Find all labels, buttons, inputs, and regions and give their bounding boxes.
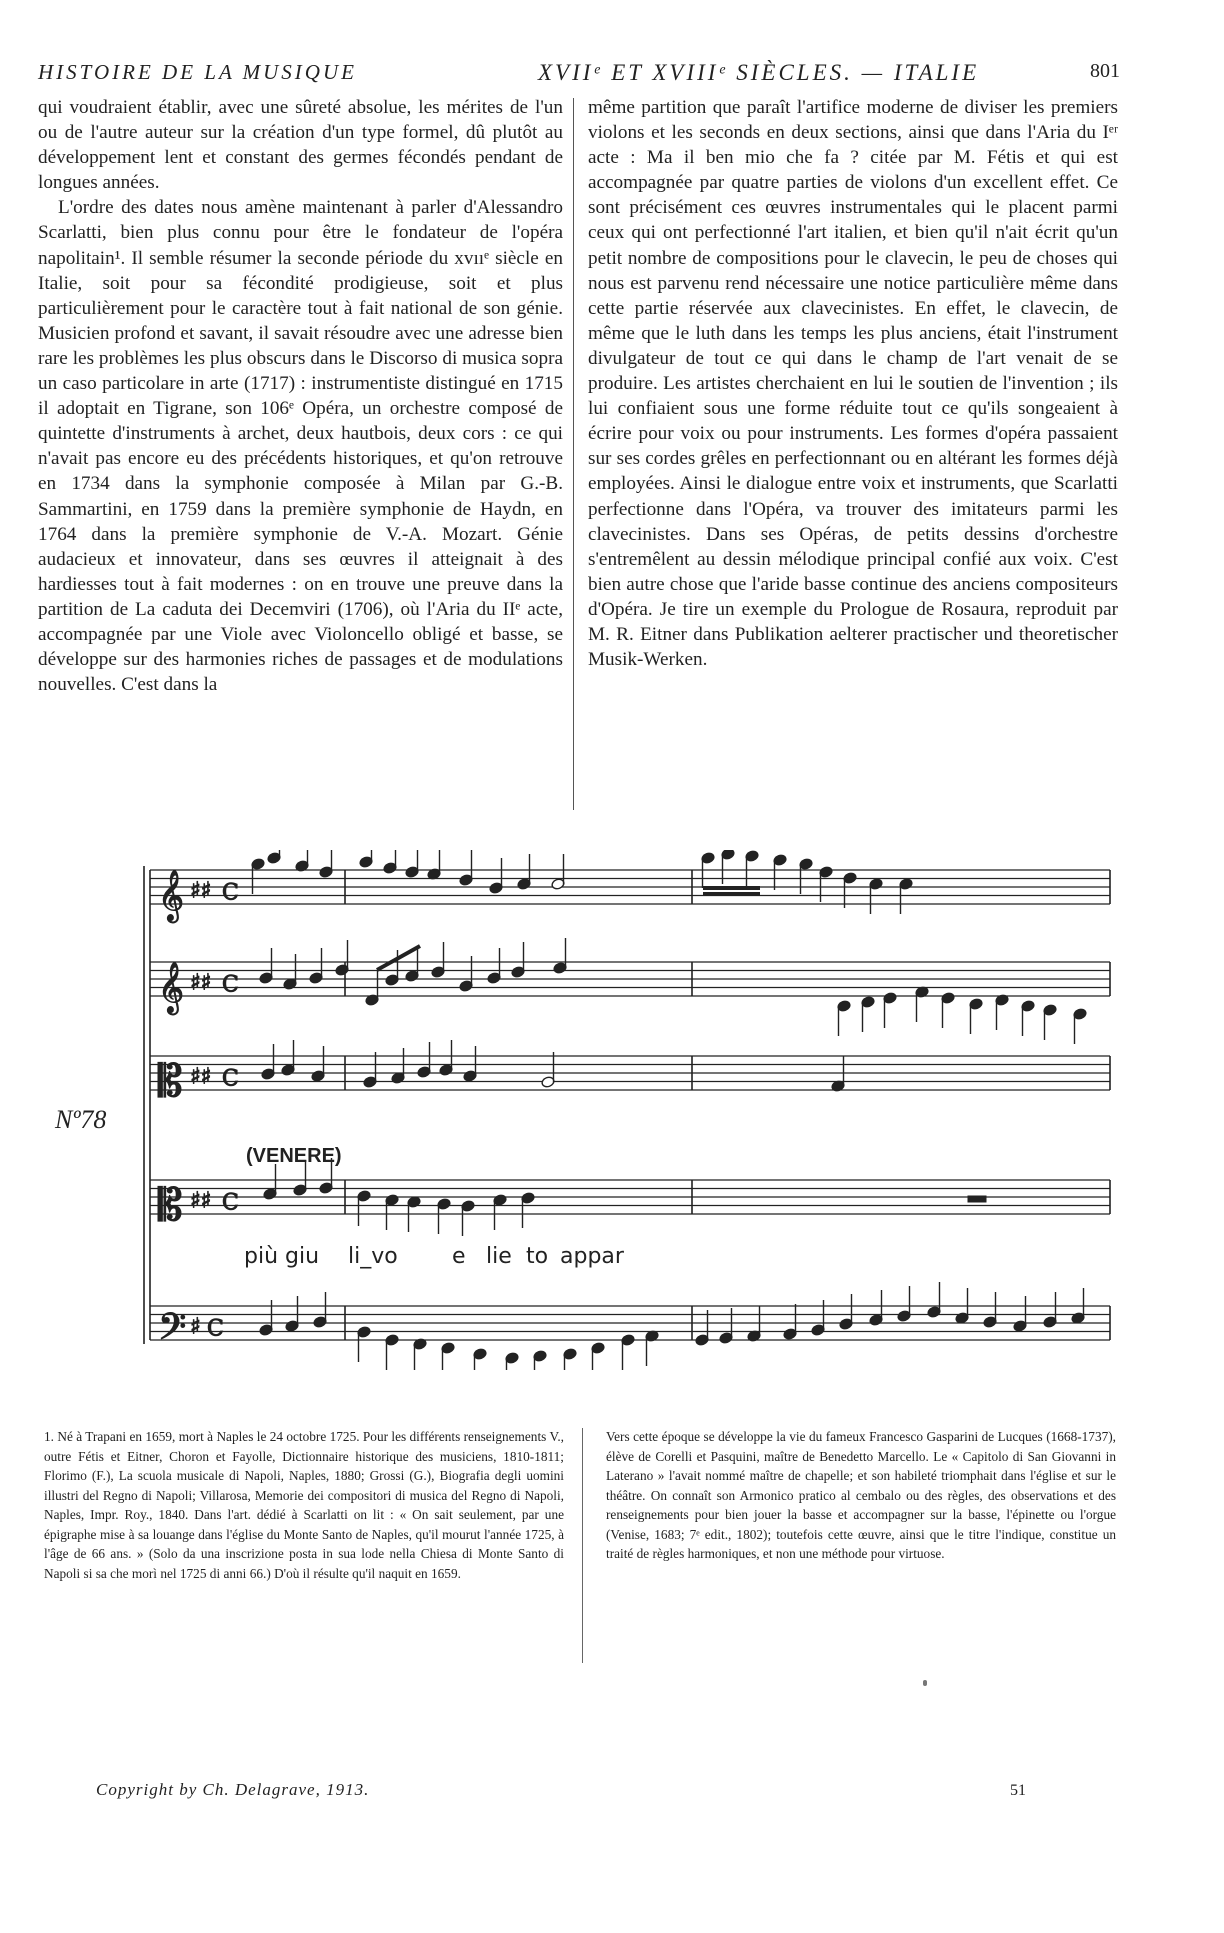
ink-speck <box>923 1680 927 1686</box>
key-signature: ♯♯ <box>190 970 212 996</box>
copyright-line: Copyright by Ch. Delagrave, 1913. <box>96 1780 370 1799</box>
header-title: HISTOIRE DE LA MUSIQUE <box>38 60 357 84</box>
lyric-syllable: più giu <box>244 1244 320 1269</box>
key-signature: ♯♯ <box>190 878 212 904</box>
lyric-syllable: appar <box>560 1244 624 1269</box>
footnote-text: 1. Né à Trapani en 1659, mort à Naples le 24 octobre 1725. Pour les différents renseignements V., outre Fétis et Eitner, Choron et Fayolle, Dictionnaire historique des musiciens, 1810-1811; Florimo (F.), La scuola musicale di Napoli, Naples, 1880; Grossi (G.), Biografia degli uomini illustri del Regno di Napoli; Villarosa, Memorie dei compositori di musica del Regno di Napoli, Naples, Impr. Roy., 1840. Dans l'art. dédié à Scarlatti on lit : « On sait seulement, par une épigraphe mise à sa louange dans l'église du Monte Santo de Naples, qu'il mourut l'année 1725, à l'âge de 66 ans. » (Solo da una inscrizione posta in sua lode nella Chiesa di Monte Santo di Napoli si sa che morì nel 1725 di anni 66.) D'où il résulte qu'il naquit en 1659. <box>44 1429 564 1581</box>
footnote-right <box>606 1427 1116 1564</box>
key-signature: ♯♯ <box>190 1188 212 1214</box>
header-section: XVIIᵉ ET XVIIIᵉ SIÈCLES. — ITALIE <box>538 60 980 85</box>
lyric-syllable: li_vo <box>348 1244 398 1269</box>
lyric-syllable: e <box>452 1244 466 1269</box>
key-signature: ♯ <box>190 1314 201 1340</box>
time-signature: C <box>222 1066 239 1092</box>
time-signature: C <box>222 1190 239 1216</box>
text-column-right <box>588 95 1118 672</box>
clef-icon: 𝄡 <box>158 1180 183 1231</box>
page-number: 801 <box>1090 60 1120 82</box>
signature-number: 51 <box>1010 1782 1026 1799</box>
time-signature: C <box>207 1316 224 1342</box>
lyric-syllable: lie <box>486 1244 512 1269</box>
beam <box>377 946 420 970</box>
footnote-divider <box>582 1428 583 1663</box>
footnote-left <box>44 1427 564 1583</box>
example-number: Nº78 <box>55 1105 107 1134</box>
character-label: (VENERE) <box>246 1145 342 1167</box>
score-svg <box>0 850 1224 1370</box>
time-signature: C <box>222 880 239 906</box>
lyric-syllable: to <box>526 1244 549 1269</box>
paragraph: même partition que paraît l'artifice moderne de diviser les premiers violons et les seconds en deux sections, ainsi que dans l'Aria du Iᵉʳ acte : Ma il ben mio che fa ? citée par M. Fétis et qui est accompagnée par quatre parties de violons d'un excellent effet. Ce sont précisément ces œuvres instrumentales qui le placent parmi ceux qui ont perfectionné l'art italien, et bien qu'il n'ait écrit qu'un petit nombre de compositions pour le clavecin, le peu de choses qui nous est parvenu rend nécessaire une notice particulière même dans cette partie réservée aux clavecinistes. En effet, le clavecin, de même que le luth dans les temps les plus anciens, était l'instrument divulgateur de tout ce qui dans le champ de l'art venait de se produire. Les artistes cherchaient en lui le soutien de l'invention ; ils lui confiaient sous une forme réduite tout ce qu'ils songeaient à écrire pour voix ou pour instruments. Les formes d'opéra passaient sur ses cordes grêles en perfectionnant ou en altérant les formes déjà employées. Ainsi le dialogue entre voix et instruments, que Scarlatti perfectionne dans l'Opéra, va trouver des imitateurs parmi les clavecinistes. Dans ses Opéras, de petits dessins d'orchestre s'entremêlent au dessin mélodique principal confié aux voix. C'est bien autre chose que l'aride basse continue des anciens compositeurs d'Opéra. Je tire un exemple du Prologue de Rosaura, reproduit par M. R. Eitner dans Publikation aelterer practischer und theoretischer Musik-Werken. <box>588 97 1118 671</box>
paragraph: L'ordre des dates nous amène maintenant à parler d'Alessandro Scarlatti, bien plus connu pour être le fondateur de l'opéra napolitain¹. Il semble résumer la seconde période du xvııᵉ siècle en Italie, soit pour sa fécondité prodigieuse, soit et plus particulièrement pour le caractère tout à fait national de son génie. Musicien profond et savant, il savait résoudre avec une adresse bien rare les problèmes les plus obscurs dans le Discorso di musica sopra un caso particolare in arte (1717) : instrumentiste distingué en 1715 il adoptait en Tigrane, son 106ᵉ Opéra, un orchestre composé de quintette d'instruments à archet, deux hautbois, deux cors : ce qui n'avait pas encore eu des précédents historiques, et qu'on retrouve en 1734 dans la symphonie composée à Milan par G.-B. Sammartini, en 1759 dans la première symphonie de Haydn, en 1764 dans la première symphonie de V.-A. Mozart. Génie audacieux et innovateur, dans ses œuvres il atteignait à des hardiesses tout à fait modernes : on en trouve une preuve dans la partition de La caduta dei Decemviri (1706), où l'Aria du IIᵉ acte, accompagnée par une Viole avec Violoncello obligé et basse, se développe sur des harmonies riches de passages et de modulations nouvelles. C'est dans la <box>38 197 563 696</box>
whole-rest <box>968 1196 986 1202</box>
time-signature: C <box>222 972 239 998</box>
music-example <box>0 850 1224 1370</box>
clef-icon: 𝄢 <box>158 1306 187 1357</box>
key-signature: ♯♯ <box>190 1064 212 1090</box>
text-column-left <box>38 95 563 697</box>
running-header <box>38 60 1120 88</box>
paragraph: qui voudraient établir, avec une sûreté absolue, les mérites de l'un ou de l'autre auteur sur la création d'un type formel, dû plutôt au développement lent et constant des germes fécondés pendant de longues années. <box>38 97 563 194</box>
clef-icon: 𝄡 <box>158 1056 183 1107</box>
footnote-text: Vers cette époque se développe la vie du fameux Francesco Gasparini de Lucques (1668-1737), élève de Corelli et Pasquini, maître de Benedetto Marcello. Le « Capitolo di San Giovanni in Laterano » l'avait nommé maître de chapelle; et son habileté triomphait dans l'église et sur le théâtre. On connaît son Armonico pratico al cembalo ou des règles, des observations et des renseignements pour bien jouer la basse et accompagner sur la basse, l'épinette ou l'orgue (Venise, 1683; 7ᵉ edit., 1802); toutefois cette œuvre, ainsi que le titre l'indique, constitue un traité de règles harmoniques, et non une méthode pour virtuose. <box>606 1429 1116 1561</box>
clef-icon: 𝄞 <box>158 870 185 921</box>
clef-icon: 𝄞 <box>158 962 185 1013</box>
column-divider <box>573 98 574 810</box>
